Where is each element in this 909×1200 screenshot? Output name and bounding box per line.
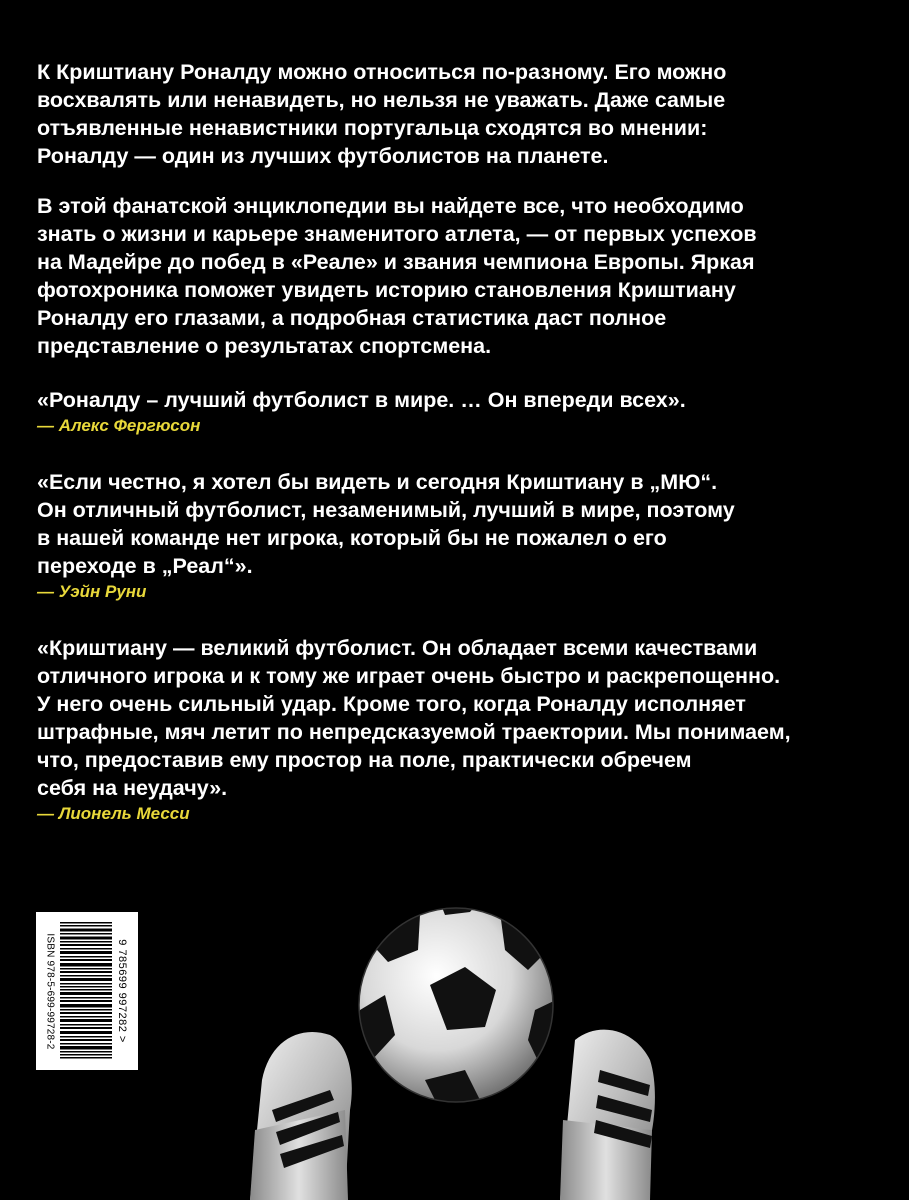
quote-line: «Если честно, я хотел бы видеть и сегодня Криштиану в „МЮ“. [37, 470, 718, 494]
quote-author: — Алекс Фергюсон [37, 416, 201, 435]
text-line: восхвалять или ненавидеть, но нельзя не уважать. Даже самые [37, 88, 726, 112]
text-line: К Криштиану Роналду можно относиться по-разному. Его можно [37, 60, 727, 84]
quote-line: штрафные, мяч летит по непредсказуемой траектории. Мы понимаем, [37, 720, 791, 744]
text-line: представление о результатах спортсмена. [37, 334, 492, 358]
isbn-barcode [36, 912, 138, 1070]
text-line: фотохроника поможет увидеть историю становления Криштиану [37, 278, 736, 302]
intro-paragraph-2 [37, 192, 877, 360]
text-line: В этой фанатской энциклопедии вы найдете все, что необходимо [37, 194, 744, 218]
quote-line: У него очень сильный удар. Кроме того, когда Роналду исполняет [37, 692, 746, 716]
quote-line: «Криштиану — великий футболист. Он обладает всеми качествами [37, 636, 758, 660]
intro-paragraph-1 [37, 58, 877, 170]
back-cover-text [37, 58, 877, 850]
quote-line: себя на неудачу». [37, 776, 228, 800]
text-line: Роналду его глазами, а подробная статистика даст полное [37, 306, 667, 330]
text-line: отъявленные ненавистники португальца сходятся во мнении: [37, 116, 708, 140]
text-line: Роналду — один из лучших футболистов на планете. [37, 144, 609, 168]
text-line: на Мадейре до побед в «Реале» и звания чемпиона Европы. Яркая [37, 250, 755, 274]
quote-ferguson [37, 386, 877, 438]
soccer-ball-icon [355, 900, 558, 1110]
quote-line: переходе в „Реал“». [37, 554, 253, 578]
isbn-label: ISBN 978-5-699-99728-2 [44, 932, 56, 1050]
quote-line: «Роналду – лучший футболист в мире. … Он впереди всех». [37, 388, 686, 412]
right-boot-icon [560, 1030, 655, 1200]
quote-line: Он отличный футболист, незаменимый, лучший в мире, поэтому [37, 498, 735, 522]
quote-line: в нашей команде нет игрока, который бы не пожалел о его [37, 526, 667, 550]
quote-messi [37, 634, 877, 826]
text-line: знать о жизни и карьере знаменитого атлета, — от первых успехов [37, 222, 757, 246]
quote-line: отличного игрока и к тому же играет очень быстро и раскрепощенно. [37, 664, 781, 688]
quote-line: что, предоставив ему простор на поле, практически обречем [37, 748, 692, 772]
left-boot-icon [250, 1032, 352, 1200]
quote-author: — Уэйн Руни [37, 582, 147, 601]
barcode-digits: 9 785699 997282 > [116, 939, 128, 1043]
quote-author: — Лионель Месси [37, 804, 190, 823]
quote-rooney [37, 468, 877, 604]
barcode-bars [60, 922, 112, 1060]
